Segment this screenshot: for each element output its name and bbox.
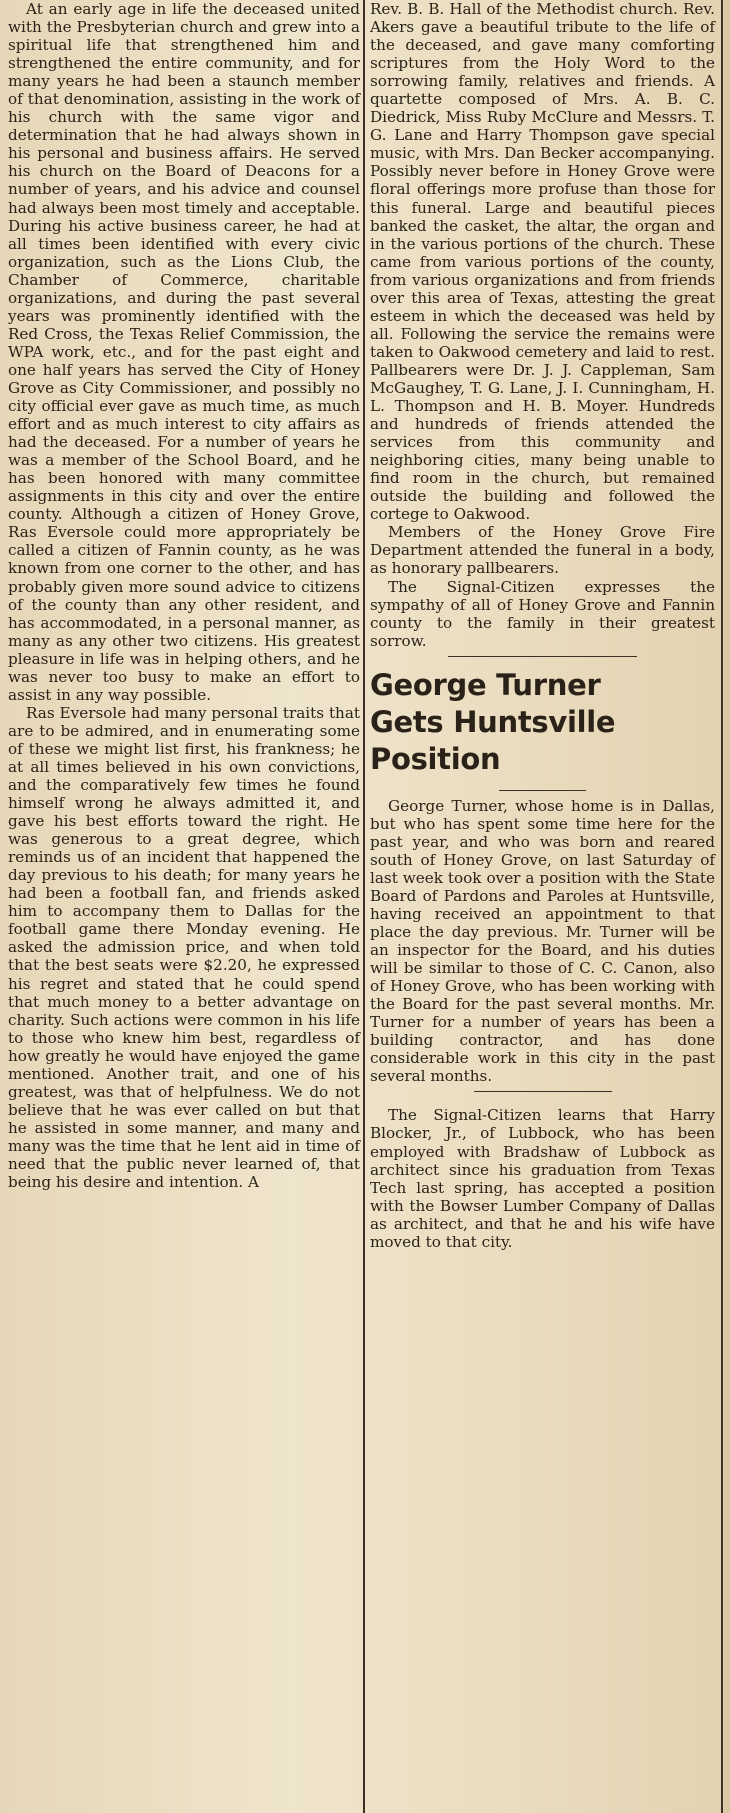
section-divider [474, 1091, 612, 1092]
news-brief: The Signal-Citizen learns that Harry Blocker, Jr., of Lubbock, who has been employed with Bradshaw of Lubbock as architect since his graduation from Texas Tech last spring, has accepted a position with the Bowser Lumber Company of Dallas as architect, and that he and his wife have moved to that city. [370, 1106, 715, 1251]
section-divider [448, 656, 638, 657]
obituary-continued-paragraph: Members of the Honey Grove Fire Department attended the funeral in a body, as honorary pallbearers. [370, 523, 715, 578]
headline-line: Gets Huntsville [370, 704, 616, 739]
obituary-continued-paragraph: The Signal-Citizen expresses the sympathy of all of Honey Grove and Fannin county to the family in their greatest sorrow. [370, 577, 715, 650]
left-column [8, 0, 360, 1813]
obituary-continued-paragraph: Rev. B. B. Hall of the Methodist church. Rev. Akers gave a beautiful tribute to the life of the deceased, and gave many comforting scriptures from the Holy Word to the sorrowing family, relatives and friends. A quartette composed of Mrs. A. B. C. Diedrick, Miss Ruby McClure and Messrs. T. G. Lane and Harry Thompson gave special music, with Mrs. Dan Becker accompanying. Possibly never before in Honey Grove were floral offerings more profuse than those for this funeral. Large and beautiful pieces banked the casket, the altar, the organ and in the various portions of the church. These came from various portions of the county, from various organizations and from friends over this area of Texas, attesting the great esteem in which the deceased was held by all. Following the service the remains were taken to Oakwood cemetery and laid to rest. Pallbearers were Dr. J. J. Cappleman, Sam McGaughey, T. G. Lane, J. I. Cunningham, H. L. Thompson and H. B. Moyer. Hundreds and hundreds of friends attended the services from this community and neighboring cities, many being unable to find room in the church, but remained outside the building and followed the cortege to Oakwood. [370, 0, 715, 524]
article-body: George Turner, whose home is in Dallas, but who has spent some time here for the past year, and who was born and reared south of Honey Grove, on last Saturday of last week took over a position with the State Board of Pardons and Paroles at Huntsville, having received an appointment to that place the day previous. Mr. Turner will be an inspector for the Board, and his duties will be similar to those of C. C. Canon, also of Honey Grove, who has been working with the Board for the past several months. Mr. Turner for a number of years has been a building contractor, and has done considerable work in this city in the past several months. [370, 796, 715, 1086]
right-column [370, 0, 715, 1813]
column-divider [363, 0, 365, 1813]
headline-line: Position [370, 741, 501, 776]
obituary-paragraph: Ras Eversole had many personal traits that are to be admired, and in enumerating some of these we might list first, his frankness; he at all times believed in his own convictions, and the comparatively few times he found himself wrong he always admitted it, and gave his best efforts toward the right. He was generous to a great degree, which reminds us of an incident that happened the day previous to his death; for many years he had been a football fan, and friends asked him to accompany them to Dallas for the football game there Monday evening. He asked the admission price, and when told that the best seats were $2.20, he expressed his regret and stated that he could spend that much money to a better advantage on charity. Such actions were common in his life to those who knew him best, regardless of how greatly he would have enjoyed the game mentioned. Another trait, and one of his greatest, was that of helpfulness. We do not believe that he was ever called on but that he assisted in some manner, and many and many was the time that he lent aid in time of need that the public never learned of, that being his desire and intention. A [8, 703, 360, 1192]
headline-line: George Turner [370, 667, 601, 702]
headline-divider [499, 790, 585, 791]
column-divider [721, 0, 723, 1813]
adjacent-column-edge [724, 0, 730, 1813]
article-headline [370, 667, 715, 778]
obituary-paragraph: At an early age in life the deceased united with the Presbyterian church and grew into a spiritual life that strengthened him and strengthened the entire community, and for many years he had been a staunch member of that denomination, assisting in the work of his church with the same vigor and determination that he had always shown in his personal and business affairs. He served his church on the Board of Deacons for a number of years, and his advice and counsel had always been most timely and acceptable. During his active business career, he had at all times been identified with every civic organization, such as the Lions Club, the Chamber of Commerce, charitable organizations, and during the past several years was prominently identified with the Red Cross, the Texas Relief Commission, the WPA work, etc., and for the past eight and one half years has served the City of Honey Grove as City Commissioner, and possibly no city official ever gave as much time, as much effort and as much interest to city affairs as had the deceased. For a number of years he was a member of the School Board, and he has been honored with many committee assignments in this city and over the entire county. Although a citizen of Honey Grove, Ras Eversole could more appropriately be called a citizen of Fannin county, as he was known from one corner to the other, and has probably given more sound advice to citizens of the county than any other resident, and has accommodated, in a personal manner, as many as any other two citizens. His greatest pleasure in life was in helping others, and he was never too busy to make an effort to assist in any way possible. [8, 0, 360, 704]
